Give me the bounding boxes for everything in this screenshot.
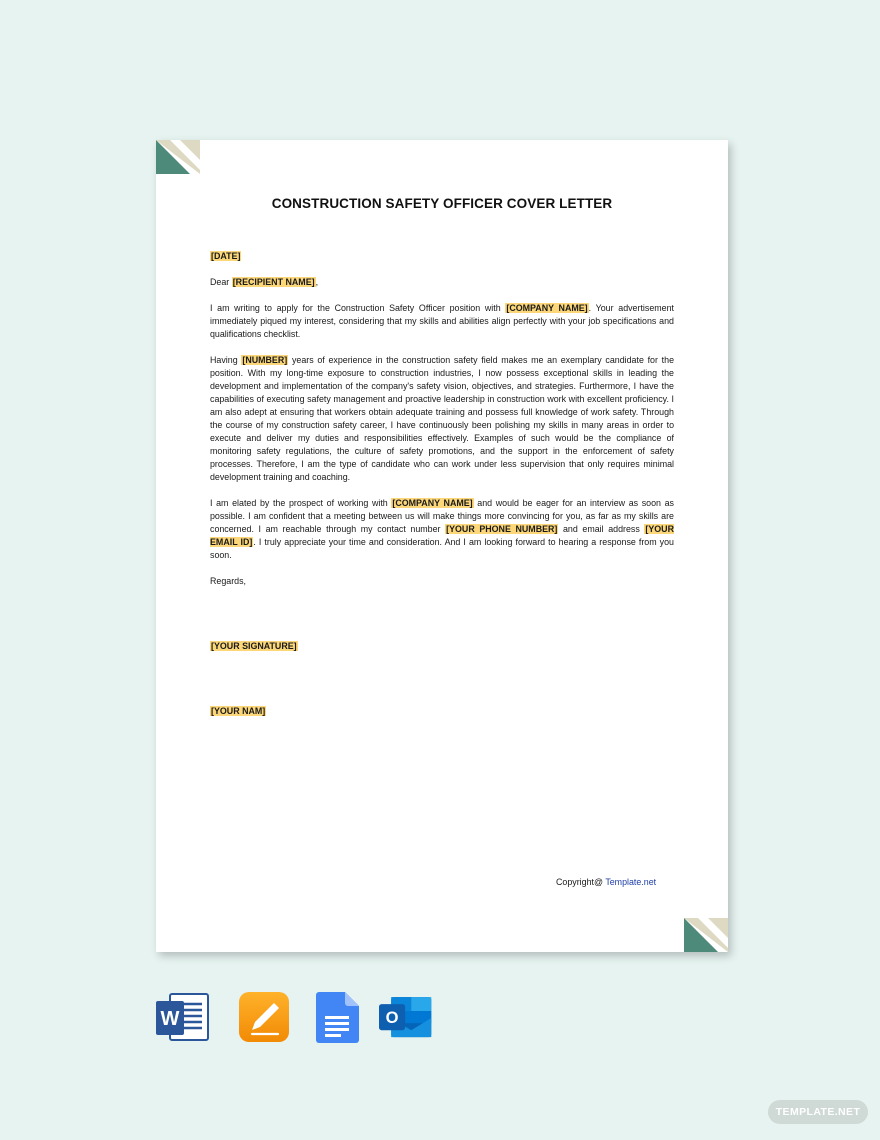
letter-page [156, 140, 728, 952]
email-placeholder: [YOUR EMAIL ID] [210, 524, 675, 547]
p2-text-a: Having [210, 355, 238, 365]
p3-text-c: and email address [563, 524, 640, 534]
corner-decoration-bottom-right [684, 918, 728, 952]
signature-line [210, 640, 674, 653]
company-placeholder: [COMPANY NAME] [506, 303, 588, 313]
signature-placeholder: [YOUR SIGNATURE] [211, 641, 297, 651]
microsoft-word-icon[interactable] [156, 992, 210, 1044]
closing: Regards, [210, 576, 247, 586]
company-placeholder: [COMPANY NAME] [392, 498, 473, 508]
letter-body [210, 250, 674, 731]
number-placeholder: [NUMBER] [242, 355, 288, 365]
recipient-placeholder: [RECIPIENT NAME] [232, 277, 315, 287]
document-title: CONSTRUCTION SAFETY OFFICER COVER LETTER [271, 196, 613, 211]
name-line [210, 705, 674, 718]
outlook-icon[interactable] [379, 992, 433, 1044]
paragraph-3 [210, 497, 674, 562]
p3-text-d: . I truly appreciate your time and consideration. And I am looking forward to hearing a response from you soon. [210, 537, 674, 560]
p2-text-b: years of experience in the construction safety field makes me an exemplary candidate for the position. With my long-time exposure to construction industries, I now possess exceptional skills in leading the development and implementation of the company's safety vision, objectives, and strategies. Furthermore, I have the capabilities of executing safety management and proactive leadership in construction work with excellent proficiency. I am also adept at ensuring that workers obtain adequate training and possess full knowledge of work safety. Through the course of my construction safety career, I have continuously been polishing my skills in many areas in order to execute and deliver my duties and responsibilities effectively. Examples of such would be the compliance of monitoring safety regulations, the culture of safety promotions, and the support in the enforcement of safety processes. Therefore, I am the type of candidate who can work under less supervision that only requires minimal development training and coaching. [210, 355, 674, 482]
p1-text-b: . Your advertisement immediately piqued my interest, considering that my skills and abilities align perfectly with your job specifications and qualifications checklist. [210, 303, 674, 339]
date-placeholder: [DATE] [211, 251, 241, 261]
salutation-suffix: , [315, 277, 319, 287]
signature-gap [210, 601, 674, 640]
name-gap [210, 666, 674, 705]
paragraph-1 [210, 302, 674, 341]
salutation [210, 276, 674, 289]
name-placeholder: [YOUR NAM] [211, 706, 266, 716]
paragraph-2 [210, 354, 674, 484]
phone-placeholder: [YOUR PHONE NUMBER] [446, 524, 558, 534]
docs-fold [345, 992, 359, 1006]
salutation-prefix: Dear [210, 277, 230, 287]
copyright [556, 877, 656, 887]
copyright-prefix: Copyright@ [556, 877, 603, 887]
pages-icon[interactable] [238, 992, 292, 1044]
date-line [210, 250, 674, 263]
p1-text-a: I am writing to apply for the Construction Safety Officer position with [210, 303, 501, 313]
template-net-watermark: TEMPLATE.NET [768, 1100, 868, 1124]
outlook-top-right [411, 997, 431, 1011]
app-icons-row [0, 992, 880, 1044]
p3-text-a: I am elated by the prospect of working with [210, 498, 388, 508]
word-letter: W [160, 1008, 180, 1030]
outlook-letter: O [385, 1008, 399, 1028]
copyright-link[interactable]: Template.net [605, 877, 657, 887]
p3-text-b: and would be eager for an interview as soon as possible. I am confident that a meeting between us will make things more convincing for you, as far as my skills are concerned. I am reachable through my contact number [210, 498, 674, 534]
google-docs-icon[interactable] [315, 992, 369, 1044]
corner-decoration-top-left [156, 140, 200, 174]
